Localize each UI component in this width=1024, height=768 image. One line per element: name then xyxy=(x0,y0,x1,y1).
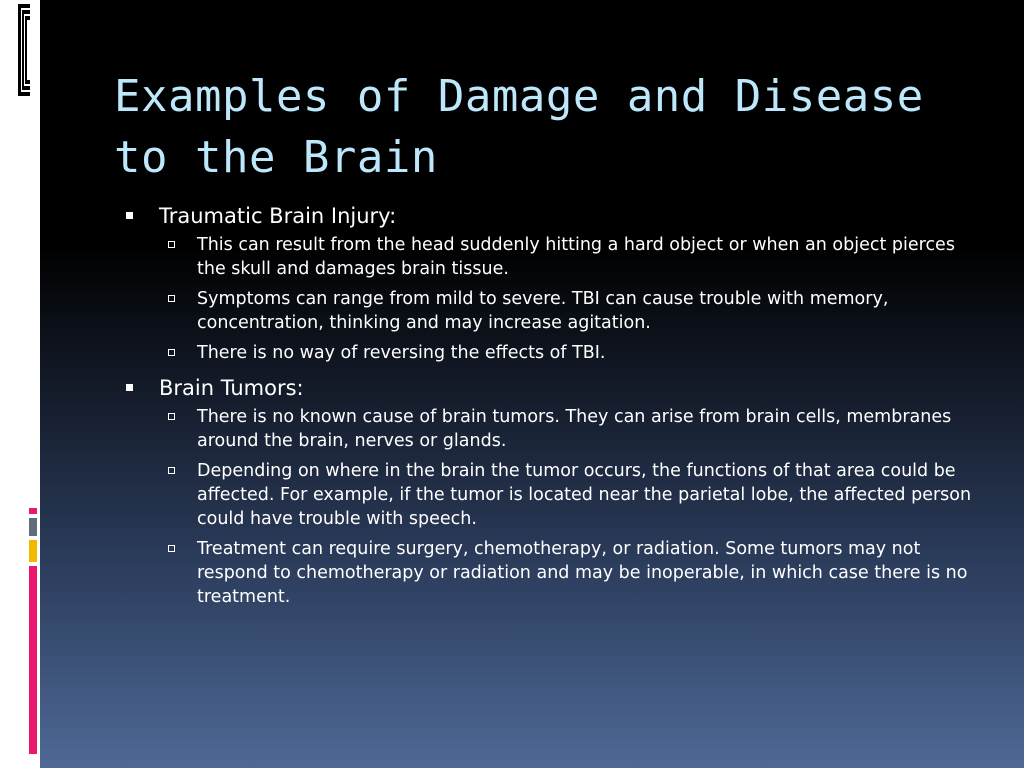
bullet-traumatic-brain-injury xyxy=(124,201,974,231)
list-item-text: This can result from the head suddenly hitting a hard object or when an object pierces the skull and damages brain tissue. xyxy=(197,235,955,279)
list-item-text: There is no known cause of brain tumors. They can arise from brain cells, membranes around the brain, nerves or glands. xyxy=(197,407,952,451)
section-heading: Brain Tumors: xyxy=(159,376,304,400)
pink-accent-marker xyxy=(29,508,37,514)
gray-accent-marker xyxy=(29,518,37,536)
stacked-documents-icon xyxy=(0,0,30,100)
list-item xyxy=(124,233,974,281)
left-decorative-strip xyxy=(0,0,40,768)
list-item xyxy=(124,287,974,335)
square-bullet-icon xyxy=(126,384,133,391)
list-item-text: Treatment can require surgery, chemotherapy, or radiation. Some tumors may not respond to chemotherapy or radiation and may be inoperable, in which case there is no treatment. xyxy=(197,539,968,607)
sub-bullet-list xyxy=(124,405,974,609)
square-bullet-icon xyxy=(126,212,133,219)
list-item xyxy=(124,537,974,609)
list-item-text: There is no way of reversing the effects of TBI. xyxy=(197,343,606,363)
pink-accent-bar xyxy=(29,566,37,754)
yellow-accent-marker xyxy=(29,540,37,562)
list-item xyxy=(124,341,974,365)
hollow-square-bullet-icon xyxy=(168,349,175,356)
hollow-square-bullet-icon xyxy=(168,467,175,474)
list-item-text: Symptoms can range from mild to severe. TBI can cause trouble with memory, concentration, thinking and may increase agitation. xyxy=(197,289,889,333)
sub-bullet-list xyxy=(124,233,974,365)
hollow-square-bullet-icon xyxy=(168,545,175,552)
list-item xyxy=(124,459,974,531)
list-item xyxy=(124,405,974,453)
hollow-square-bullet-icon xyxy=(168,413,175,420)
slide-title: Examples of Damage and Disease to the Brain xyxy=(114,71,924,183)
slide-body xyxy=(124,201,974,617)
list-item-text: Depending on where in the brain the tumor occurs, the functions of that area could be affected. For example, if the tumor is located near the parietal lobe, the affected person could have trouble with speech. xyxy=(197,461,972,529)
section-heading: Traumatic Brain Injury: xyxy=(159,204,397,228)
hollow-square-bullet-icon xyxy=(168,241,175,248)
bullet-brain-tumors xyxy=(124,373,974,403)
hollow-square-bullet-icon xyxy=(168,295,175,302)
